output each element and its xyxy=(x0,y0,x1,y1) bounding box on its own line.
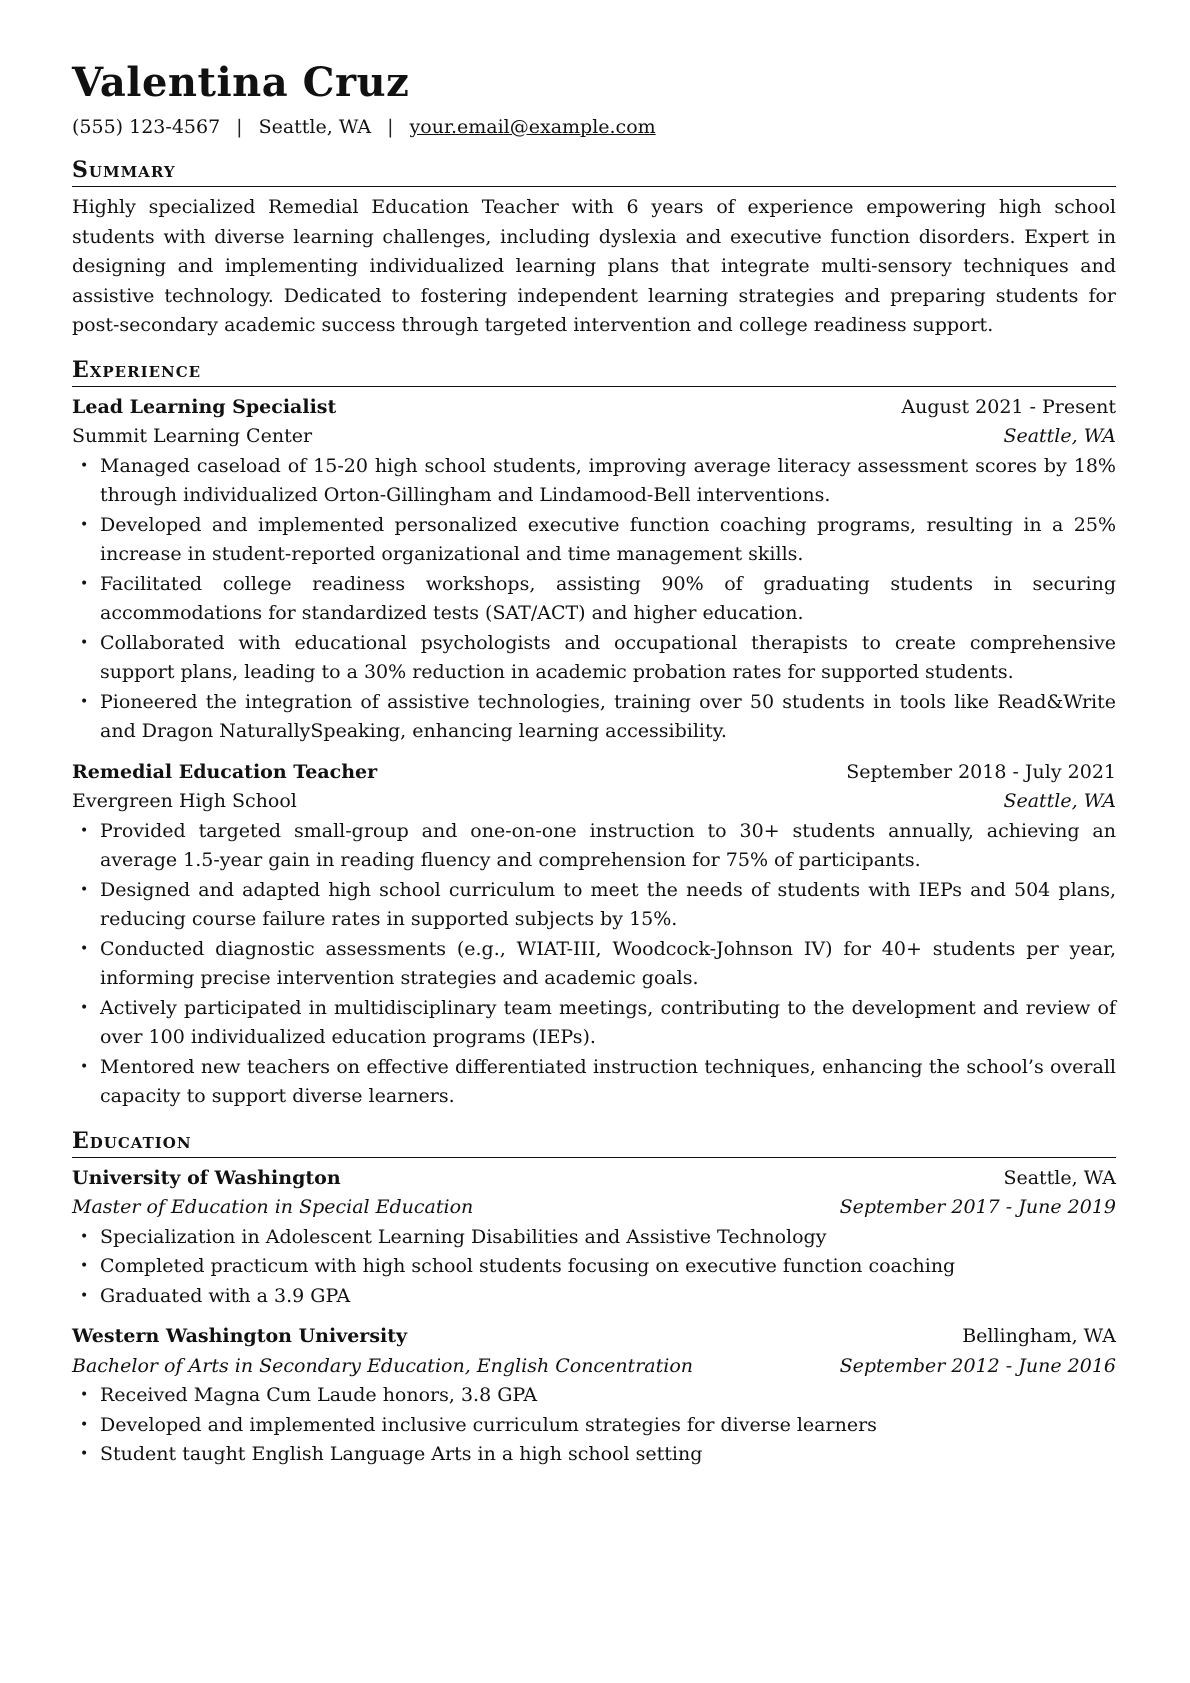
school-name: University of Washington xyxy=(72,1166,341,1189)
bullet-text: Pioneered the integration of assistive technologies, training over 50 students in tools like Read&Write and Dragon NaturallySpeaking, enhancing learning accessibility. xyxy=(100,690,1116,742)
bullet-icon: • xyxy=(80,881,89,898)
bullet-icon: • xyxy=(80,1058,89,1075)
job-location: Seattle, WA xyxy=(1003,790,1116,812)
education-dates: September 2017 - June 2019 xyxy=(839,1196,1116,1218)
list-item xyxy=(72,452,1116,511)
bullet-icon: • xyxy=(80,1387,89,1403)
bullet-text: Received Magna Cum Laude honors, 3.8 GPA xyxy=(100,1384,538,1406)
bullet-icon: • xyxy=(80,1228,89,1245)
education-section xyxy=(72,1126,1116,1470)
bullet-icon: • xyxy=(80,999,89,1016)
list-item xyxy=(72,876,1116,935)
bullet-icon: • xyxy=(80,516,89,533)
bullet-icon: • xyxy=(80,693,89,710)
bullet-text: Provided targeted small-group and one-on-one instruction to 30+ students annually, achieving an average 1.5-year gain in reading fluency and comprehension for 75% of participants. xyxy=(100,819,1116,871)
bullet-icon: • xyxy=(80,1446,89,1462)
bullet-text: Developed and implemented personalized executive function coaching programs, resulting in a 25% increase in student-reported organizational and time management skills. xyxy=(100,513,1116,565)
job-bullets xyxy=(72,817,1116,1112)
bullet-text: Specialization in Adolescent Learning Disabilities and Assistive Technology xyxy=(100,1225,827,1248)
list-item xyxy=(72,570,1116,629)
bullet-icon: • xyxy=(80,457,89,474)
job-bullets xyxy=(72,452,1116,747)
job-location: Seattle, WA xyxy=(1003,425,1116,447)
section-title: Education xyxy=(72,1126,1116,1158)
education-bullets xyxy=(72,1223,1116,1312)
employer: Summit Learning Center xyxy=(72,425,313,447)
bullet-text: Developed and implemented inclusive curriculum strategies for diverse learners xyxy=(100,1413,877,1436)
bullet-icon: • xyxy=(80,1416,89,1433)
list-item xyxy=(72,1411,1116,1441)
list-item xyxy=(72,935,1116,994)
education-entry xyxy=(72,1164,1116,1312)
bullet-text: Mentored new teachers on effective differentiated instruction techniques, enhancing the school’s overall capacity to support diverse learners. xyxy=(100,1055,1116,1107)
list-item xyxy=(72,629,1116,688)
section-title: Experience xyxy=(72,355,1116,387)
bullet-icon: • xyxy=(80,940,89,957)
bullet-icon: • xyxy=(80,1287,89,1304)
employer: Evergreen High School xyxy=(72,790,297,812)
education-entry xyxy=(72,1322,1116,1470)
bullet-icon: • xyxy=(80,634,89,651)
school-name: Western Washington University xyxy=(72,1325,408,1347)
candidate-name: Valentina Cruz xyxy=(72,59,410,106)
list-item xyxy=(72,1053,1116,1112)
bullet-text: Conducted diagnostic assessments (e.g., WIAT-III, Woodcock-Johnson IV) for 40+ students per year, informing precise intervention strategies and academic goals. xyxy=(100,937,1116,989)
list-item xyxy=(72,1223,1116,1253)
contact-line xyxy=(72,113,1116,141)
job-entry xyxy=(72,393,1116,747)
bullet-text: Facilitated college readiness workshops, assisting 90% of graduating students in securing accommodations for standardized tests (SAT/ACT) and higher education. xyxy=(100,572,1116,624)
list-item xyxy=(72,1440,1116,1470)
job-title: Remedial Education Teacher xyxy=(72,760,378,783)
list-item xyxy=(72,1252,1116,1282)
school-location: Bellingham, WA xyxy=(962,1325,1116,1347)
bullet-text: Completed practicum with high school students focusing on executive function coaching xyxy=(100,1255,956,1277)
contact-separator: | xyxy=(236,116,243,138)
email-link[interactable]: your.email@example.com xyxy=(409,116,656,138)
section-title: Summary xyxy=(72,155,1116,187)
school-location: Seattle, WA xyxy=(1003,1166,1116,1189)
list-item xyxy=(72,511,1116,570)
list-item xyxy=(72,994,1116,1053)
degree: Master of Education in Special Education xyxy=(72,1196,474,1218)
list-item xyxy=(72,1282,1116,1312)
contact-separator: | xyxy=(387,116,394,138)
bullet-text: Collaborated with educational psychologists and occupational therapists to create comprehensive support plans, leading to a 30% reduction in academic probation rates for supported students. xyxy=(100,631,1116,683)
phone-number: (555) 123-4567 xyxy=(72,116,221,138)
bullet-text: Student taught English Language Arts in a high school setting xyxy=(100,1443,703,1465)
job-title: Lead Learning Specialist xyxy=(72,395,337,418)
bullet-text: Actively participated in multidisciplinary team meetings, contributing to the development and review of over 100 individualized education programs (IEPs). xyxy=(100,996,1116,1048)
degree: Bachelor of Arts in Secondary Education, English Concentration xyxy=(72,1354,693,1377)
job-dates: August 2021 - Present xyxy=(901,395,1116,418)
summary-section xyxy=(72,155,1116,341)
location: Seattle, WA xyxy=(258,116,372,138)
bullet-text: Graduated with a 3.9 GPA xyxy=(100,1284,351,1307)
education-dates: September 2012 - June 2016 xyxy=(839,1354,1116,1377)
bullet-text: Managed caseload of 15-20 high school students, improving average literacy assessment scores by 18% through individualized Orton-Gillingham and Lindamood-Bell interventions. xyxy=(100,454,1116,506)
list-item xyxy=(72,817,1116,876)
job-entry xyxy=(72,758,1116,1112)
bullet-icon: • xyxy=(80,822,89,839)
education-bullets xyxy=(72,1381,1116,1470)
bullet-icon: • xyxy=(80,575,89,592)
summary-text: Highly specialized Remedial Education Teacher with 6 years of experience empowering high school students with diverse learning challenges, including dyslexia and executive function disorders. Expert in designing and implementing individualized learning plans that integrate multi-sensory techniques and assistive technology. Dedicated to fostering independent learning strategies and preparing students for post-secondary academic success through targeted intervention and college readiness support. xyxy=(72,196,1116,336)
list-item xyxy=(72,1381,1116,1411)
list-item xyxy=(72,688,1116,747)
experience-section xyxy=(72,355,1116,1112)
bullet-text: Designed and adapted high school curriculum to meet the needs of students with IEPs and 504 plans, reducing course failure rates in supported subjects by 15%. xyxy=(100,878,1116,930)
job-dates: September 2018 - July 2021 xyxy=(846,760,1116,783)
bullet-icon: • xyxy=(80,1258,89,1274)
